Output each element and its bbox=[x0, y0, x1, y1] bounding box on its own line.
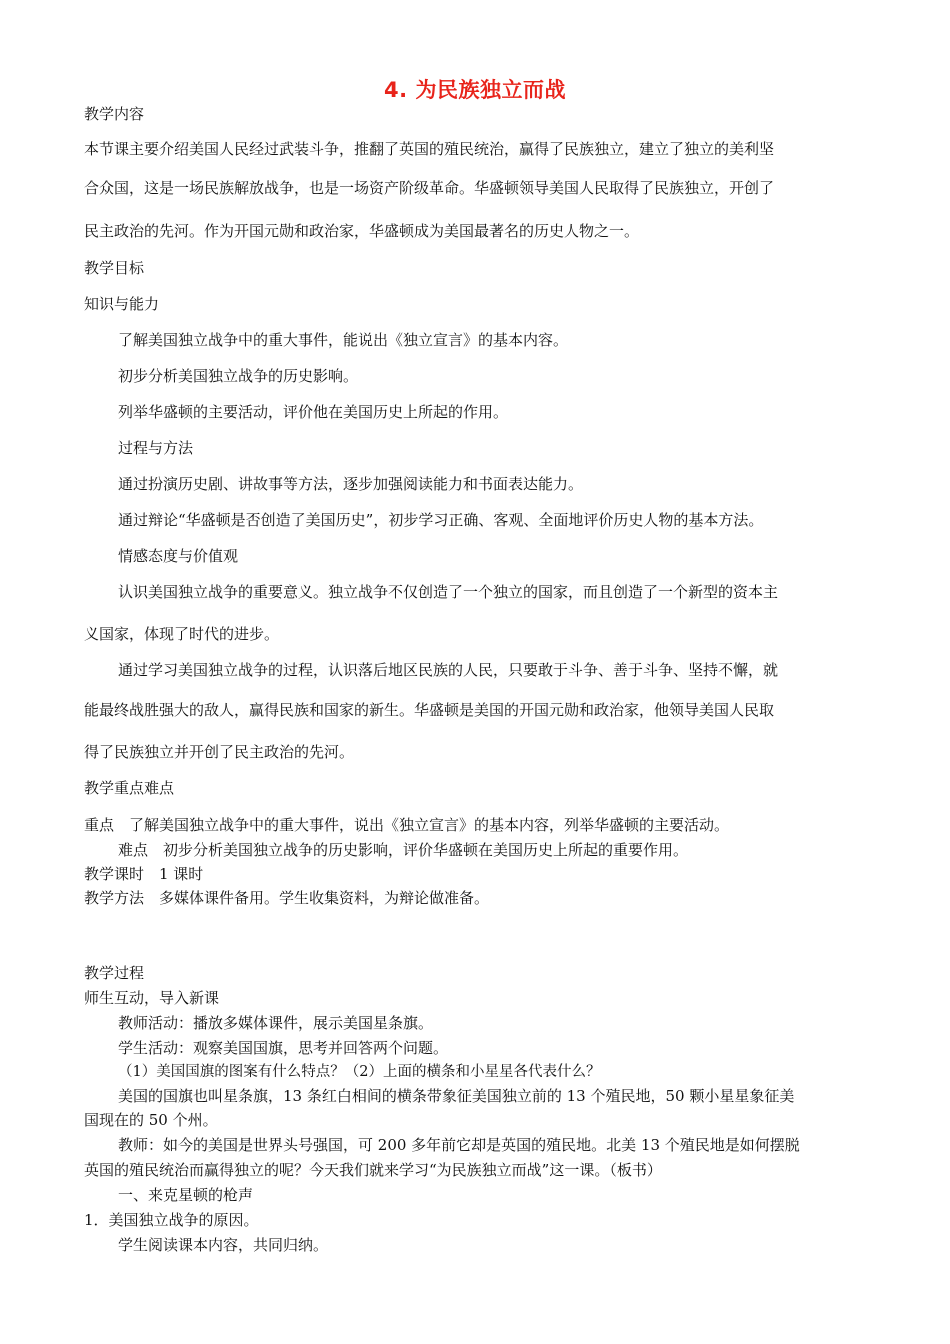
process-line: 学生阅读课本内容，共同归纳。 bbox=[118, 1236, 329, 1254]
process-line: 学生活动：观察美国国旗，思考并回答两个问题。 bbox=[118, 1039, 449, 1057]
process-line: （1）美国国旗的图案有什么特点？（2）上面的横条和小星星各代表什么？ bbox=[118, 1064, 601, 1080]
key-point-line: 重点 了解美国独立战争中的重大事件，说出《独立宣言》的基本内容，列举华盛顿的主要活动。 bbox=[84, 816, 730, 834]
subheading-introduction: 师生互动，导入新课 bbox=[84, 989, 220, 1007]
heading-teaching-goals: 教学目标 bbox=[84, 259, 145, 277]
goal-line: 列举华盛顿的主要活动，评价他在美国历史上所起的作用。 bbox=[118, 403, 509, 421]
heading-teaching-content: 教学内容 bbox=[84, 105, 145, 123]
subheading-attitude: 情感态度与价值观 bbox=[118, 547, 239, 565]
goal-line: 通过扮演历史剧、讲故事等方法，逐步加强阅读能力和书面表达能力。 bbox=[118, 475, 584, 493]
process-line: 教师：如今的美国是世界头号强国，可 200 多年前它却是英国的殖民地。北美 13 个殖民地是如何摆脱 bbox=[118, 1136, 800, 1154]
goal-line: 得了民族独立并开创了民主政治的先河。 bbox=[84, 743, 355, 761]
heading-teaching-process: 教学过程 bbox=[84, 964, 145, 982]
numbered-item: 1．美国独立战争的原因。 bbox=[84, 1211, 259, 1229]
process-line: 教师活动：播放多媒体课件，展示美国星条旗。 bbox=[118, 1014, 434, 1032]
goal-line: 义国家，体现了时代的进步。 bbox=[84, 625, 280, 643]
goal-line: 通过学习美国独立战争的过程，认识落后地区民族的人民，只要敢于斗争、善于斗争、坚持不懈，就 bbox=[118, 661, 779, 679]
process-line: 英国的殖民统治而赢得独立的呢？今天我们就来学习“为民族独立而战”这一课。（板书） bbox=[84, 1161, 662, 1179]
goal-line: 通过辩论“华盛顿是否创造了美国历史”，初步学习正确、客观、全面地评价历史人物的基本方法。 bbox=[118, 511, 764, 529]
process-line: 美国的国旗也叫星条旗，13 条红白相间的横条带象征美国独立前的 13 个殖民地，50 颗小星星象征美 bbox=[118, 1087, 795, 1105]
teaching-method-line: 教学方法 多媒体课件备用。学生收集资料，为辩论做准备。 bbox=[84, 889, 490, 907]
paragraph-line: 民主政治的先河。作为开国元勋和政治家，华盛顿成为美国最著名的历史人物之一。 bbox=[84, 222, 640, 240]
subheading-process: 过程与方法 bbox=[118, 439, 194, 457]
goal-line: 初步分析美国独立战争的历史影响。 bbox=[118, 367, 359, 385]
heading-key-points: 教学重点难点 bbox=[84, 779, 175, 797]
goal-line: 认识美国独立战争的重要意义。独立战争不仅创造了一个独立的国家，而且创造了一个新型的资本主 bbox=[118, 583, 779, 601]
class-hours-line: 教学课时 1 课时 bbox=[84, 865, 204, 883]
document-title: 4. 为民族独立而战 bbox=[384, 78, 566, 102]
paragraph-line: 本节课主要介绍美国人民经过武装斗争，推翻了英国的殖民统治，赢得了民族独立，建立了独立的美利坚 bbox=[84, 140, 775, 158]
section-heading-lexington: 一、来克星顿的枪声 bbox=[118, 1186, 254, 1204]
subheading-knowledge: 知识与能力 bbox=[84, 295, 160, 313]
paragraph-line: 合众国，这是一场民族解放战争，也是一场资产阶级革命。华盛顿领导美国人民取得了民族独立，开创了 bbox=[84, 179, 775, 197]
goal-line: 了解美国独立战争中的重大事件，能说出《独立宣言》的基本内容。 bbox=[118, 331, 569, 349]
difficulty-line: 难点 初步分析美国独立战争的历史影响，评价华盛顿在美国历史上所起的重要作用。 bbox=[118, 841, 689, 859]
process-line: 国现在的 50 个州。 bbox=[84, 1111, 218, 1129]
goal-line: 能最终战胜强大的敌人，赢得民族和国家的新生。华盛顿是美国的开国元勋和政治家，他领导美国人民取 bbox=[84, 701, 775, 719]
